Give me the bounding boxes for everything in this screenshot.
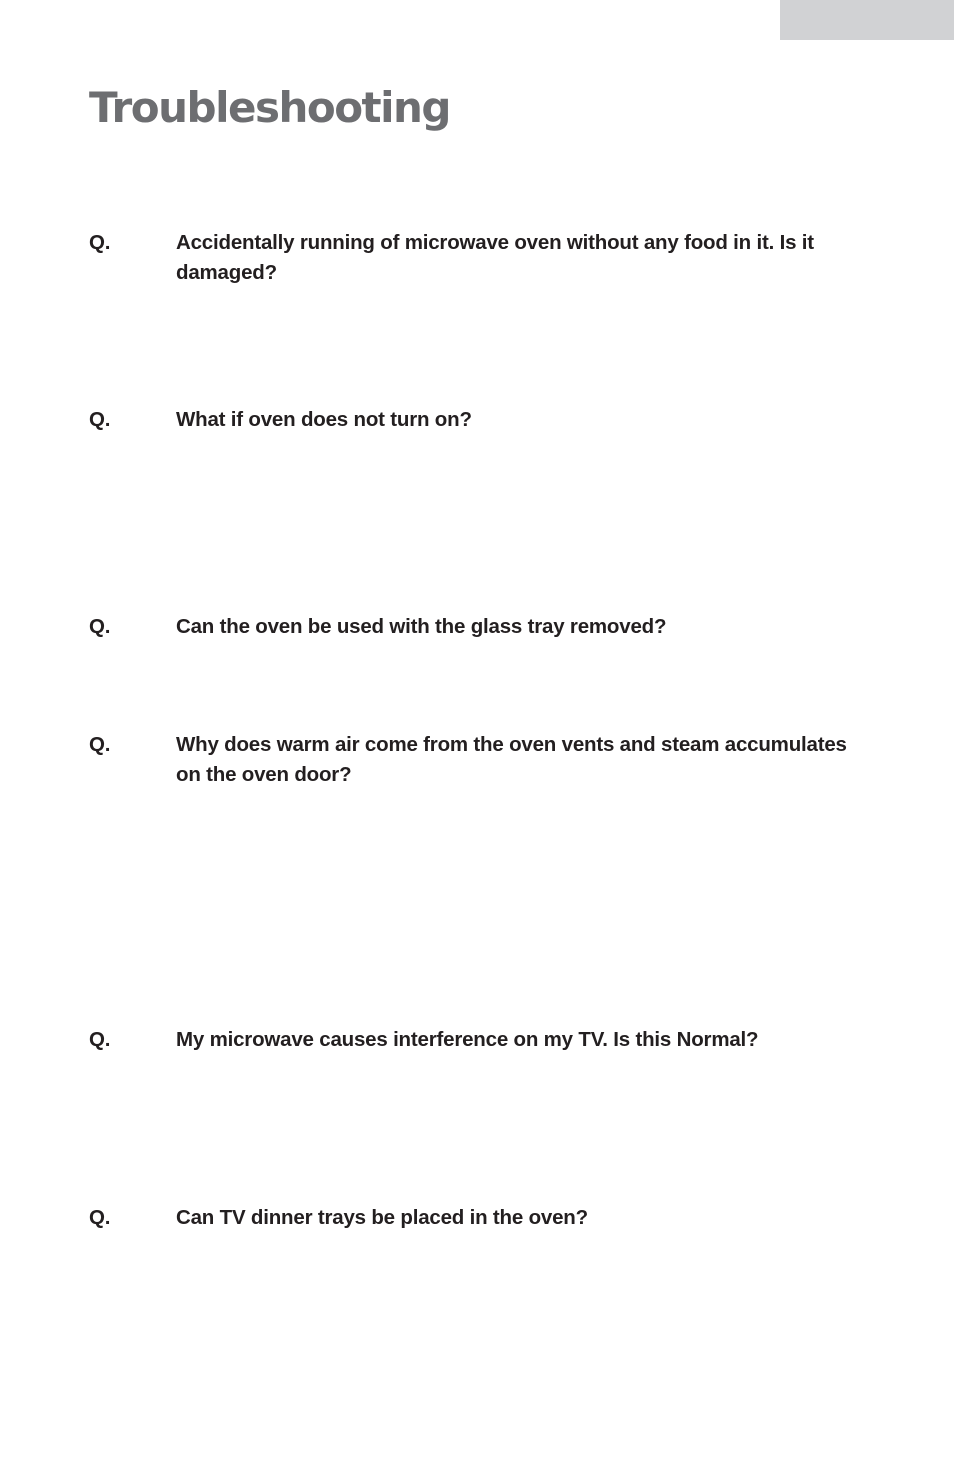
question-item <box>89 612 869 642</box>
question-marker: Q. <box>89 408 111 431</box>
question-text: Accidentally running of microwave oven without any food in it. Is it damaged? <box>176 231 814 284</box>
question-item <box>89 1025 869 1055</box>
page-title: Troubleshooting <box>89 83 450 132</box>
question-text: What if oven does not turn on? <box>176 408 472 431</box>
question-marker: Q. <box>89 231 111 254</box>
question-text: Can TV dinner trays be placed in the oven? <box>176 1206 588 1229</box>
question-item <box>89 730 869 790</box>
page-corner-tab <box>780 0 954 40</box>
question-item <box>89 405 869 435</box>
question-item <box>89 1203 869 1233</box>
question-text: Why does warm air come from the oven vents and steam accumulates on the oven door? <box>176 733 847 786</box>
question-marker: Q. <box>89 615 111 638</box>
question-marker: Q. <box>89 1206 111 1229</box>
question-text: Can the oven be used with the glass tray removed? <box>176 615 667 638</box>
question-marker: Q. <box>89 733 111 756</box>
question-marker: Q. <box>89 1028 111 1051</box>
question-item <box>89 228 869 288</box>
question-text: My microwave causes interference on my TV. Is this Normal? <box>176 1028 759 1051</box>
